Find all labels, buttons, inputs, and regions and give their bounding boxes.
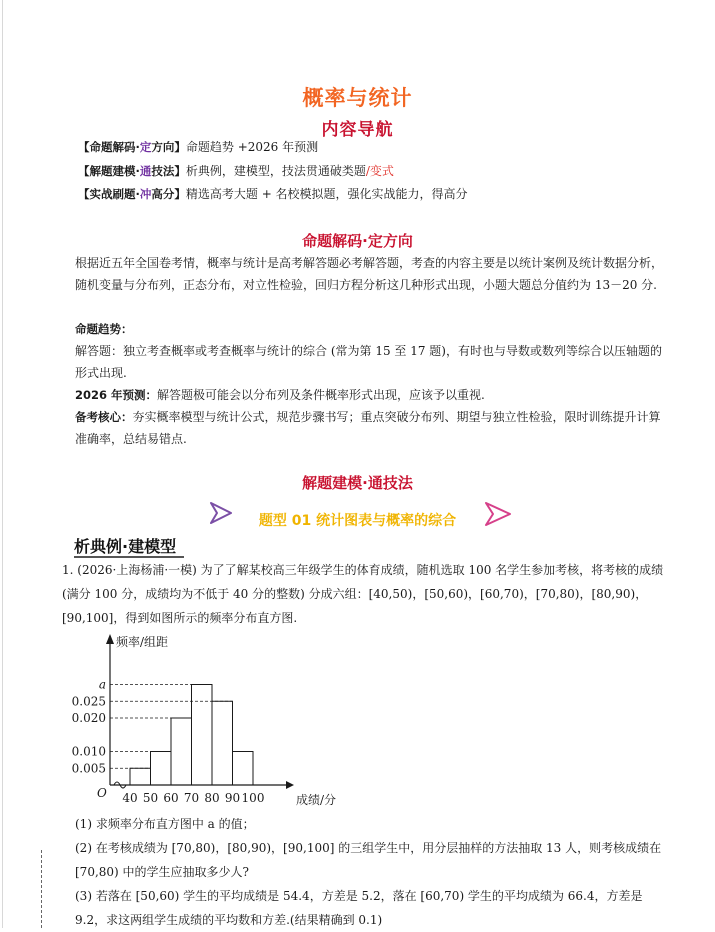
intro-paragraph: 根据近五年全国卷考情，概率与统计是高考解答题必考解答题，考查的内容主要是以统计案例及统计数据分析，随机变量与分布列，正态分布，对立性检验，回归方程分析这几种形式出现，小题大题总分值约为 13－20 分.	[75, 256, 664, 292]
nav-item-shizhan	[78, 185, 468, 202]
histogram-bar	[233, 752, 254, 786]
nav-bracket-open: 【	[78, 140, 90, 154]
y-tick-label: 0.010	[71, 744, 106, 759]
forecast-label: 2026 年预测：	[75, 388, 158, 402]
nav-bracket-close: 】	[174, 187, 186, 201]
histogram-bar	[212, 701, 233, 785]
nav-label-accent: 冲	[139, 187, 152, 201]
nav-bracket-close: 】	[174, 164, 186, 178]
nav-label-accent: 定	[139, 140, 152, 154]
histogram-bar	[192, 685, 213, 786]
nav-desc: 析典例，建模型，技法贯通破类题	[185, 164, 366, 178]
nav-desc: 命题趋势 +2026 年预测	[185, 140, 319, 154]
histogram-bar	[171, 718, 192, 785]
subquestion-2: (2) 在考核成绩为 [70,80)，[80,90)，[90,100] 的三组学生中，用分层抽样的方法抽取 13 人，则考核成绩在 [70,80) 中的学生应抽取多少人?	[75, 841, 662, 879]
page-subtitle: 内容导航	[321, 120, 394, 140]
y-tick-label: 0.025	[71, 694, 106, 709]
question-type-banner	[0, 500, 715, 530]
nav-item-jieti	[78, 162, 394, 179]
x-tick-label: 80	[204, 791, 220, 805]
triangle-arrow-icon	[483, 500, 513, 528]
nav-bracket-open: 【	[78, 164, 90, 178]
y-axis-label: 频率/组距	[116, 635, 169, 649]
histogram-bar	[130, 768, 151, 785]
x-tick-label: 90	[224, 791, 241, 805]
core-paragraph	[75, 406, 665, 450]
x-axis-label: 成绩/分	[296, 793, 337, 807]
nav-label-part1: 实战刷题·	[89, 187, 140, 201]
nav-item-mingti	[78, 138, 318, 155]
x-tick-label: 60	[163, 791, 179, 805]
nav-bracket-close: 】	[174, 140, 186, 154]
subquestion-1: (1) 求频率分布直方图中 a 的值；	[75, 817, 255, 831]
origin-label: O	[97, 786, 107, 800]
nav-label-accent: 通	[139, 164, 152, 178]
x-tick-label: 70	[183, 791, 200, 805]
x-axis-arrow-icon	[286, 781, 294, 789]
nav-label-part1: 命题解码·	[89, 140, 140, 154]
nav-label-part2: 方向	[151, 140, 175, 154]
nav-bracket-open: 【	[78, 187, 90, 201]
x-tick-label: 100	[241, 791, 265, 805]
nav-desc-extra: /变式	[365, 164, 394, 178]
trend-label-text: 命题趋势：	[75, 322, 133, 336]
nav-label-part1: 解题建模·	[89, 164, 140, 178]
section-heading-jieti: 解题建模·通技法	[302, 474, 413, 492]
trend-label	[75, 318, 665, 340]
question-text: (2026·上海杨浦·一模) 为了了解某校高三年级学生的体育成绩，随机选取 100 名学生参加考核，将考核的成绩 (满分 100 分，成绩均为不低于 40 分的整数) 分成六组：[40,50)，[50,60)，[60,70)，[70,80)，[80,90)，[90,100]，得到如图所示的频率分布直方图.	[62, 563, 664, 625]
nav-label-part2: 高分	[151, 187, 175, 201]
frequency-histogram	[60, 630, 360, 810]
trend-paragraph: 解答题：独立考查概率或考查概率与统计的综合 (常为第 15 至 17 题)，有时也与导数或数列等综合以压轴题的形式出现.	[75, 344, 662, 380]
subquestion-3: (3) 若落在 [50,60) 学生的平均成绩是 54.4，方差是 5.2，落在 [60,70) 学生的平均成绩为 66.4，方差是 9.2，求这两组学生成绩的平均数和方差.(结果精确到 0.1)	[75, 889, 643, 927]
binding-dashed-line	[41, 850, 42, 928]
y-axis-arrow-icon	[106, 634, 114, 644]
question-number: 1.	[62, 563, 74, 577]
x-tick-label: 50	[142, 791, 159, 805]
example-heading: 析典例·建模型	[74, 537, 177, 556]
y-tick-label: a	[98, 677, 106, 692]
forecast-text: 解答题极可能会以分布列及条件概率形式出现，应该予以重视.	[157, 388, 485, 402]
histogram-bar	[151, 752, 172, 786]
question-stem	[62, 558, 672, 630]
nav-desc: 精选高考大题 + 名校模拟题，强化实战能力，得高分	[185, 187, 468, 201]
question-type-label: 题型 01 统计图表与概率的综合	[258, 513, 457, 529]
nav-label-part2: 技法	[151, 164, 175, 178]
x-tick-label: 40	[122, 791, 138, 805]
section-heading-mingti: 命题解码·定方向	[302, 232, 413, 250]
y-tick-label: 0.005	[71, 761, 106, 776]
core-text: 夯实概率模型与统计公式，规范步骤书写；重点突破分布列、期望与独立性检验，限时训练提升计算准确率，总结易错点.	[75, 410, 661, 446]
y-tick-label: 0.020	[71, 711, 106, 725]
core-label: 备考核心：	[75, 410, 133, 424]
page-title: 概率与统计	[302, 86, 413, 110]
forecast-paragraph	[75, 384, 665, 406]
